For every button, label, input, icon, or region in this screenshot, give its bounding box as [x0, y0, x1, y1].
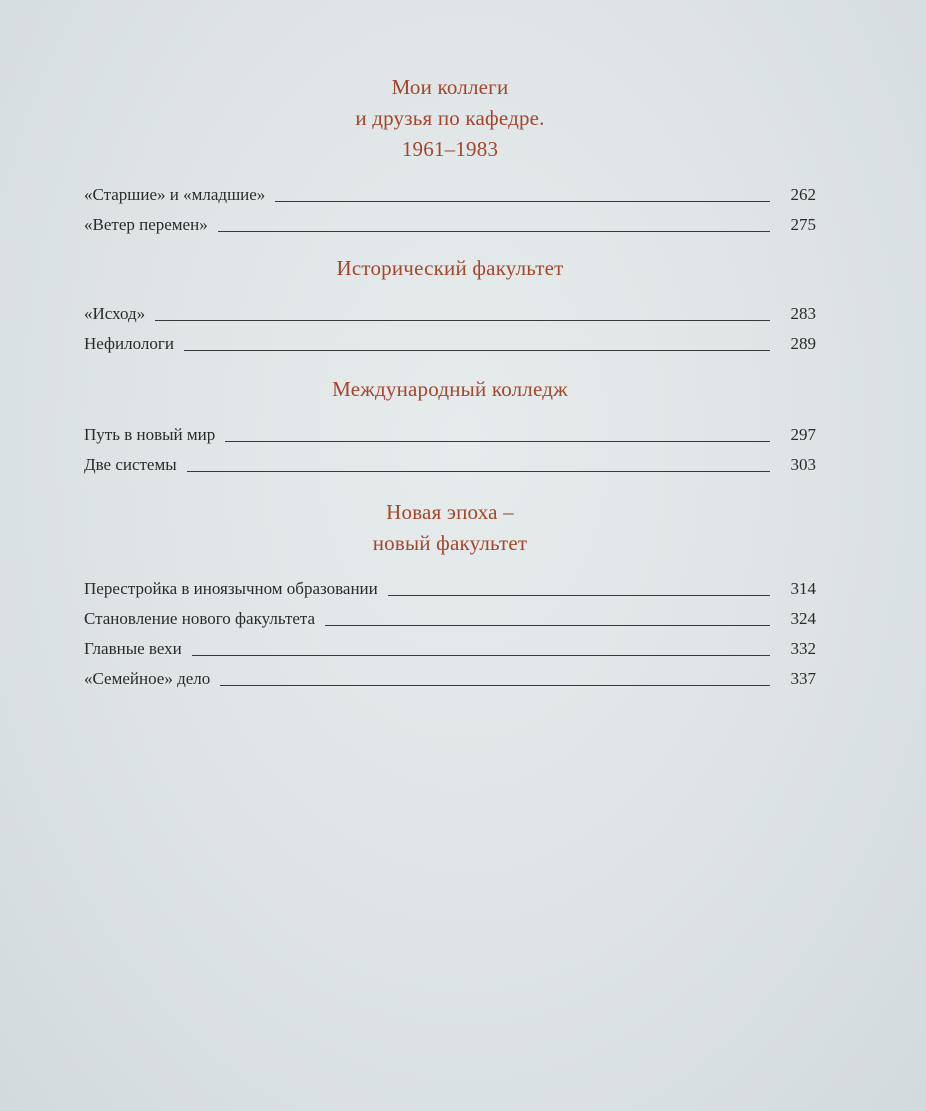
section-heading-line: Мои коллеги: [391, 75, 509, 99]
entry-page-number: 303: [790, 455, 816, 474]
entry-title: «Исход»: [84, 304, 146, 323]
section-heading: [84, 497, 816, 559]
section-heading-line: и друзья по кафедре.: [355, 106, 545, 130]
section-heading-line: 1961–1983: [401, 137, 499, 161]
toc-entries: [84, 175, 816, 235]
section-heading: [84, 253, 816, 284]
entry-page-number: 275: [790, 215, 816, 234]
section-heading: [84, 374, 816, 405]
toc-entry[interactable]: [84, 415, 816, 445]
toc-entries: [84, 294, 816, 354]
toc-section: [84, 497, 816, 689]
toc-entry[interactable]: [84, 294, 816, 324]
entry-title: Путь в новый мир: [84, 425, 216, 444]
entry-page-number: 262: [790, 185, 816, 204]
entry-title: Нефилологи: [84, 334, 174, 353]
toc-entries: [84, 569, 816, 689]
leader-line: [275, 200, 770, 202]
toc-section: [84, 253, 816, 354]
table-of-contents: [84, 72, 816, 689]
entry-page-number: 337: [790, 669, 816, 688]
section-heading-line: Международный колледж: [332, 377, 568, 401]
entry-title: «Ветер перемен»: [84, 215, 208, 234]
entry-title: Перестройка в иноязычном образовании: [84, 579, 378, 598]
leader-line: [218, 230, 770, 232]
entry-title: Становление нового факультета: [84, 609, 316, 628]
section-heading: [84, 72, 816, 165]
toc-entry[interactable]: [84, 175, 816, 205]
leader-line: [192, 654, 770, 656]
leader-line: [184, 349, 770, 351]
toc-entry[interactable]: [84, 599, 816, 629]
leader-line: [187, 470, 770, 472]
leader-line: [220, 684, 770, 686]
section-heading-line: Исторический факультет: [336, 256, 564, 280]
toc-entries: [84, 415, 816, 475]
leader-line: [155, 319, 770, 321]
entry-page-number: 324: [790, 609, 816, 628]
toc-entry[interactable]: [84, 629, 816, 659]
section-heading-line: новый факультет: [372, 531, 528, 555]
leader-line: [225, 440, 770, 442]
leader-line: [325, 624, 770, 626]
toc-section: [84, 72, 816, 235]
entry-page-number: 289: [790, 334, 816, 353]
toc-entry[interactable]: [84, 445, 816, 475]
toc-entry[interactable]: [84, 659, 816, 689]
entry-title: «Старшие» и «младшие»: [84, 185, 266, 204]
entry-title: «Семейное» дело: [84, 669, 211, 688]
leader-line: [388, 594, 770, 596]
entry-page-number: 297: [790, 425, 816, 444]
entry-page-number: 332: [790, 639, 816, 658]
entry-page-number: 314: [790, 579, 816, 598]
entry-title: Главные вехи: [84, 639, 182, 658]
toc-section: [84, 374, 816, 475]
toc-entry[interactable]: [84, 324, 816, 354]
entry-page-number: 283: [790, 304, 816, 323]
toc-entry[interactable]: [84, 205, 816, 235]
toc-entry[interactable]: [84, 569, 816, 599]
entry-title: Две системы: [84, 455, 177, 474]
section-heading-line: Новая эпоха –: [386, 500, 514, 524]
